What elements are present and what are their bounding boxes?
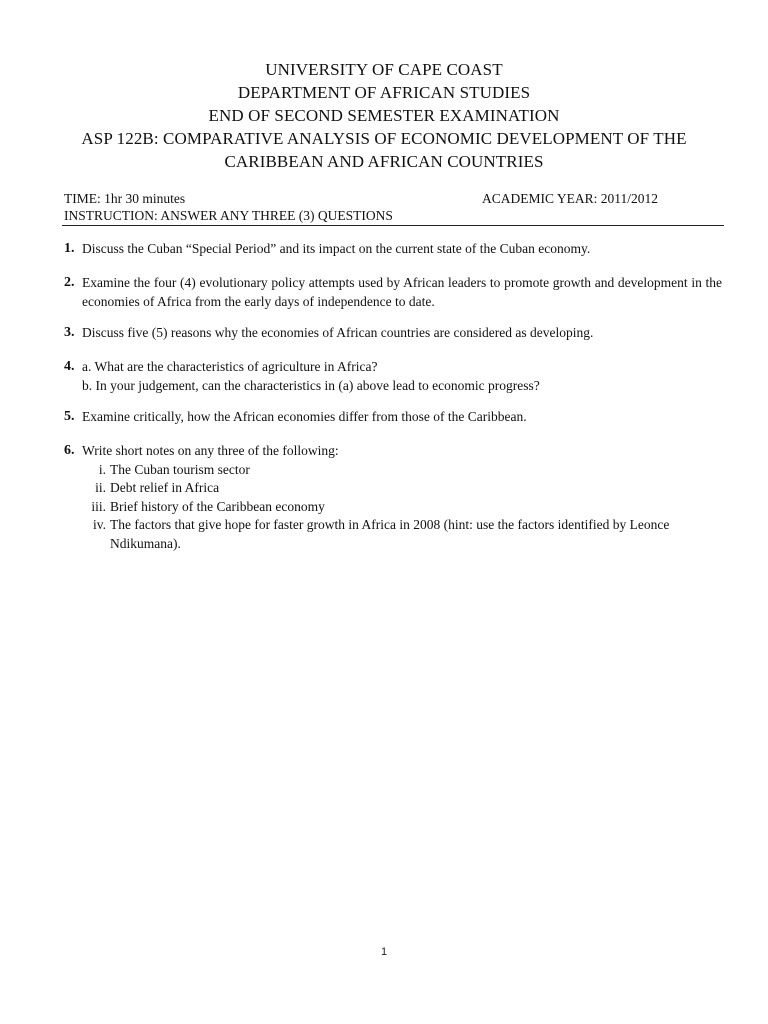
exam-time: TIME: 1hr 30 minutes	[64, 191, 186, 206]
course-title-line1: ASP 122B: COMPARATIVE ANALYSIS OF ECONOMIC DEVELOPMENT OF THE	[81, 129, 687, 148]
question-1	[64, 240, 722, 259]
question-body	[82, 442, 722, 553]
question-number: 2.	[64, 275, 75, 290]
list-item-text: The factors that give hope for faster growth in Africa in 2008 (hint: use the factors identified by Leonce Ndikumana).	[110, 517, 670, 551]
question-2	[64, 274, 722, 311]
list-item	[82, 516, 722, 553]
question-5	[64, 408, 722, 427]
page-number: 1	[380, 946, 388, 958]
exam-meta	[64, 190, 724, 224]
meta-row-time	[64, 190, 724, 207]
list-item	[82, 461, 722, 480]
list-item	[82, 498, 722, 517]
question-number: 3.	[64, 325, 75, 340]
question-part-a: a. What are the characteristics of agriculture in Africa?	[82, 359, 378, 374]
list-numeral: ii.	[95, 480, 106, 495]
exam-instruction: INSTRUCTION: ANSWER ANY THREE (3) QUESTIONS	[64, 208, 393, 223]
question-part-b: b. In your judgement, can the characteristics in (a) above lead to economic progress?	[82, 377, 540, 393]
question-number: 1.	[64, 241, 75, 256]
question-4	[64, 358, 722, 395]
department-name: DEPARTMENT OF AFRICAN STUDIES	[237, 83, 531, 102]
list-item	[82, 479, 722, 498]
question-6	[64, 442, 722, 553]
exam-header	[0, 58, 768, 173]
course-title-line2: CARIBBEAN AND AFRICAN COUNTRIES	[224, 152, 544, 171]
exam-title: END OF SECOND SEMESTER EXAMINATION	[208, 106, 560, 125]
university-name: UNIVERSITY OF CAPE COAST	[265, 60, 503, 79]
question-3	[64, 324, 722, 343]
short-notes-list	[82, 461, 722, 554]
question-parts	[82, 358, 722, 395]
list-item-text: Brief history of the Caribbean economy	[110, 498, 325, 514]
meta-row-instruction	[64, 207, 724, 224]
question-number: 5.	[64, 409, 75, 424]
question-number: 4.	[64, 359, 75, 374]
question-text: Examine critically, how the African economies differ from those of the Caribbean.	[82, 409, 527, 424]
question-text: Examine the four (4) evolutionary policy attempts used by African leaders to promote growth and development in the economies of Africa from the early days of independence to date.	[82, 275, 722, 309]
academic-year: ACADEMIC YEAR: 2011/2012	[482, 191, 659, 206]
list-item-text: The Cuban tourism sector	[110, 461, 250, 477]
list-item-text: Debt relief in Africa	[110, 480, 220, 495]
question-text: Discuss the Cuban “Special Period” and its impact on the current state of the Cuban economy.	[82, 241, 591, 256]
question-number: 6.	[64, 443, 75, 458]
list-numeral: iii.	[91, 498, 106, 514]
question-text: Write short notes on any three of the following:	[82, 443, 339, 458]
list-numeral: i.	[98, 461, 106, 477]
list-numeral: iv.	[93, 517, 106, 532]
question-text: Discuss five (5) reasons why the economies of African countries are considered as developing.	[82, 325, 594, 340]
header-divider	[62, 225, 724, 226]
